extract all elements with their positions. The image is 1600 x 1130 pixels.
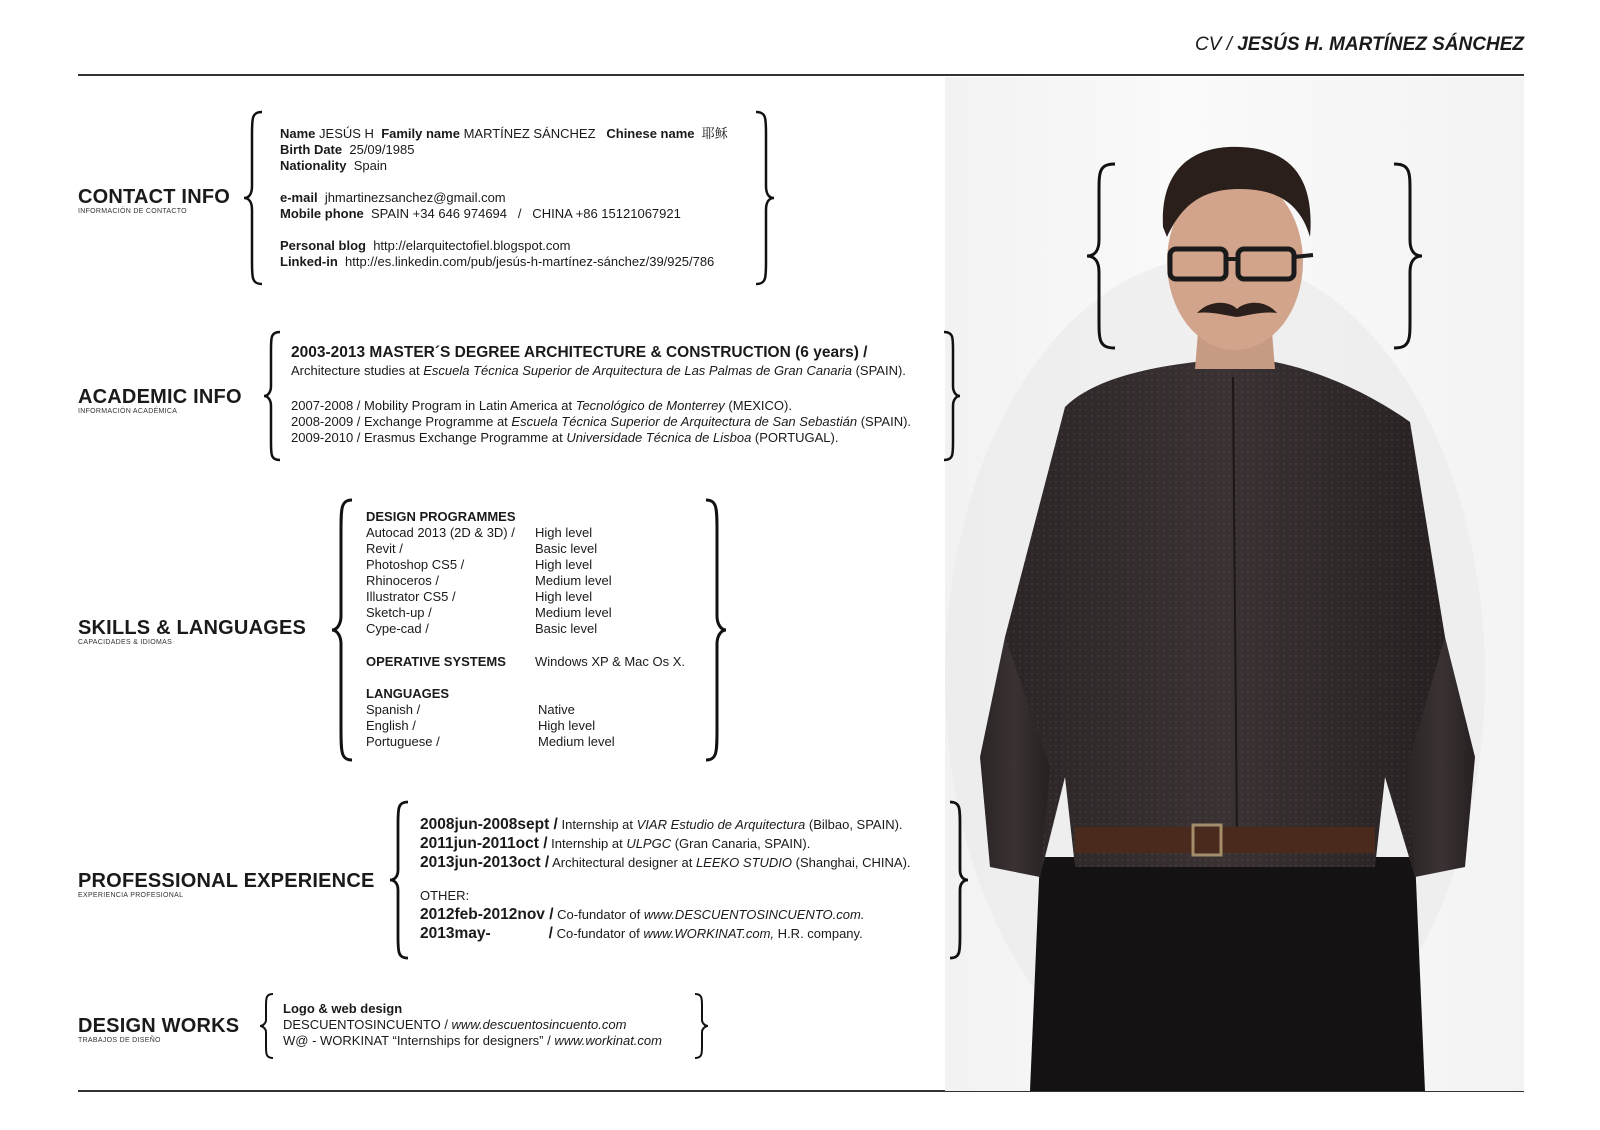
photo-left-brace [1085, 162, 1119, 350]
other-experience-separator: / [548, 925, 553, 942]
languages-heading [366, 686, 449, 702]
linkedin-row [280, 254, 714, 270]
degree-country: (SPAIN). [851, 363, 906, 378]
experience-location: (Gran Canaria, SPAIN). [671, 836, 811, 851]
contact-subtitle: INFORMACIÓN DE CONTACTO [78, 208, 187, 215]
linkedin-link[interactable]: http://es.linkedin.com/pub/jesús-h-martínez-sánchez/39/925/786 [345, 254, 715, 269]
nationality-row [280, 158, 387, 174]
skills-left-brace [330, 498, 356, 762]
family-name-label: Family name [381, 126, 460, 141]
experience-location: (Shanghai, CHINA). [792, 855, 911, 870]
works-line-descuentos [283, 1017, 626, 1033]
experience-role: Internship at [547, 836, 627, 851]
blog-row [280, 238, 570, 254]
degree-school: Escuela Técnica Superior de Arquitectura de Las Palmas de Gran Canaria [423, 363, 852, 378]
works-line-workinat [283, 1033, 662, 1049]
experience-location: (Bilbao, SPAIN). [805, 817, 903, 832]
linkedin-label: Linked-in [280, 254, 338, 269]
experience-title: PROFESSIONAL EXPERIENCE [78, 870, 375, 892]
degree-detail [291, 363, 906, 379]
nationality-value: Spain [353, 158, 387, 173]
skill-level: Basic level [535, 541, 598, 556]
name-label: Name [280, 126, 316, 141]
email-row [280, 190, 506, 206]
works-left-brace [258, 992, 276, 1060]
experience-item [420, 853, 911, 873]
other-experience-site[interactable]: www.WORKINAT.com, [643, 926, 775, 941]
academic-left-brace [262, 330, 284, 462]
skill-level: Medium level [535, 573, 612, 588]
blog-label: Personal blog [280, 238, 366, 253]
academic-item-country: (SPAIN). [857, 414, 912, 429]
experience-item [420, 815, 903, 835]
other-experience-date: 2013may- [420, 925, 491, 942]
experience-company: ULPGC [626, 836, 672, 851]
academic-right-brace [940, 330, 962, 462]
experience-role: Internship at [557, 817, 637, 832]
works-subtitle: TRABAJOS DE DISEÑO [78, 1037, 161, 1044]
chinese-name-value: 耶稣 [701, 126, 728, 141]
languages-heading-text: LANGUAGES [366, 686, 450, 701]
academic-item-country: (MEXICO). [724, 398, 792, 413]
design-programmes-heading-text: DESIGN PROGRAMMES [366, 509, 516, 524]
experience-company: LEEKO STUDIO [695, 855, 793, 870]
os-value: Windows XP & Mac Os X. [535, 654, 686, 669]
other-experience-role: Co-fundator of [552, 926, 644, 941]
other-experience-item [420, 905, 864, 925]
skills-subtitle: CAPACIDADES & IDIOMAS [78, 639, 173, 646]
birth-value: 25/09/1985 [349, 142, 415, 157]
family-name-value: MARTÍNEZ SÁNCHEZ [463, 126, 596, 141]
nationality-label: Nationality [280, 158, 347, 173]
photo-right-brace [1390, 162, 1424, 350]
academic-item-prefix: 2007-2008 / Mobility Program in Latin America at [291, 398, 576, 413]
works-right-brace [692, 992, 710, 1060]
other-label: OTHER: [420, 888, 470, 903]
blog-link[interactable]: http://elarquitectofiel.blogspot.com [373, 238, 571, 253]
academic-item-school: Escuela Técnica Superior de Arquitectura de San Sebastián [511, 414, 858, 429]
top-rule [78, 74, 1524, 76]
experience-date: 2008jun-2008sept / [420, 816, 558, 833]
skill-level: High level [535, 525, 593, 540]
experience-date: 2013jun-2013oct / [420, 854, 550, 871]
experience-role: Architectural designer at [549, 855, 696, 870]
email-label: e-mail [280, 190, 318, 205]
works-heading [283, 1001, 402, 1017]
skill-name: Autocad 2013 (2D & 3D) / [366, 525, 515, 540]
academic-subtitle: INFORMACIÓN ACADÉMICA [78, 408, 178, 415]
skill-name: Photoshop CS5 / [366, 557, 465, 572]
birth-label: Birth Date [280, 142, 343, 157]
contact-name-row [280, 126, 728, 142]
academic-item-country: (PORTUGAL). [751, 430, 839, 445]
skill-name: Illustrator CS5 / [366, 589, 456, 604]
email-value[interactable]: jhmartinezsanchez@gmail.com [324, 190, 506, 205]
skill-level: Medium level [535, 605, 612, 620]
other-experience-item [420, 924, 863, 944]
academic-title: ACADEMIC INFO [78, 386, 242, 408]
other-experience-site[interactable]: www.DESCUENTOSINCUENTO.com. [643, 907, 865, 922]
works-line-label: DESCUENTOSINCUENTO / [283, 1017, 452, 1032]
academic-item-prefix: 2008-2009 / Exchange Programme at [291, 414, 512, 429]
experience-date: 2011jun-2011oct / [420, 835, 548, 852]
academic-item [291, 414, 911, 430]
other-experience-note: H.R. company. [774, 926, 863, 941]
cv-header [1195, 34, 1524, 56]
academic-item-school: Tecnológico de Monterrey [575, 398, 725, 413]
degree-detail-prefix: Architecture studies at [291, 363, 424, 378]
os-heading-text: OPERATIVE SYSTEMS [366, 654, 506, 669]
experience-left-brace [388, 800, 412, 960]
experience-item [420, 834, 810, 854]
portrait-photo [945, 77, 1524, 1091]
degree-heading: 2003-2013 MASTER´S DEGREE ARCHITECTURE & CONSTRUCTION (6 years) / [291, 344, 868, 361]
academic-item-prefix: 2009-2010 / Erasmus Exchange Programme at [291, 430, 567, 445]
contact-title: CONTACT INFO [78, 186, 231, 208]
works-link[interactable]: www.workinat.com [554, 1033, 662, 1048]
experience-company: VIAR Estudio de Arquitectura [636, 817, 806, 832]
cv-prefix: CV / [1194, 34, 1238, 55]
skill-level: High level [535, 557, 593, 572]
works-heading-text: Logo & web design [283, 1001, 403, 1016]
experience-right-brace [946, 800, 970, 960]
cv-name: JESÚS H. MARTÍNEZ SÁNCHEZ [1237, 34, 1524, 55]
language-name: Spanish / [366, 702, 421, 717]
skill-name: Cype-cad / [366, 621, 429, 636]
language-level: Medium level [538, 734, 615, 749]
language-name: Portuguese / [366, 734, 440, 749]
academic-item [291, 398, 792, 414]
os-heading [366, 654, 506, 670]
language-level: Native [538, 702, 575, 717]
mobile-value: SPAIN +34 646 974694 / CHINA +86 15121067921 [371, 206, 681, 221]
experience-subtitle: EXPERIENCIA PROFESIONAL [78, 892, 184, 899]
portrait-illustration [945, 77, 1524, 1091]
skills-title: SKILLS & LANGUAGES [78, 617, 307, 639]
skill-name: Sketch-up / [366, 605, 432, 620]
skills-right-brace [702, 498, 728, 762]
skill-name: Revit / [366, 541, 403, 556]
mobile-label: Mobile phone [280, 206, 364, 221]
design-programmes-heading [366, 509, 516, 525]
name-value: JESÚS H [319, 126, 374, 141]
other-experience-date: 2012feb-2012nov / [420, 906, 554, 923]
skill-name: Rhinoceros / [366, 573, 439, 588]
contact-right-brace [752, 110, 776, 286]
skill-level: Basic level [535, 621, 598, 636]
works-title: DESIGN WORKS [78, 1015, 240, 1037]
works-link[interactable]: www.descuentosincuento.com [451, 1017, 627, 1032]
academic-item [291, 430, 838, 446]
skill-level: High level [535, 589, 593, 604]
birth-row [280, 142, 414, 158]
language-level: High level [538, 718, 596, 733]
other-experience-role: Co-fundator of [553, 907, 644, 922]
chinese-name-label: Chinese name [606, 126, 695, 141]
mobile-row [280, 206, 681, 222]
language-name: English / [366, 718, 416, 733]
contact-left-brace [242, 110, 266, 286]
works-line-label: W@ - WORKINAT “Internships for designers” / [283, 1033, 555, 1048]
academic-item-school: Universidade Técnica de Lisboa [566, 430, 752, 445]
